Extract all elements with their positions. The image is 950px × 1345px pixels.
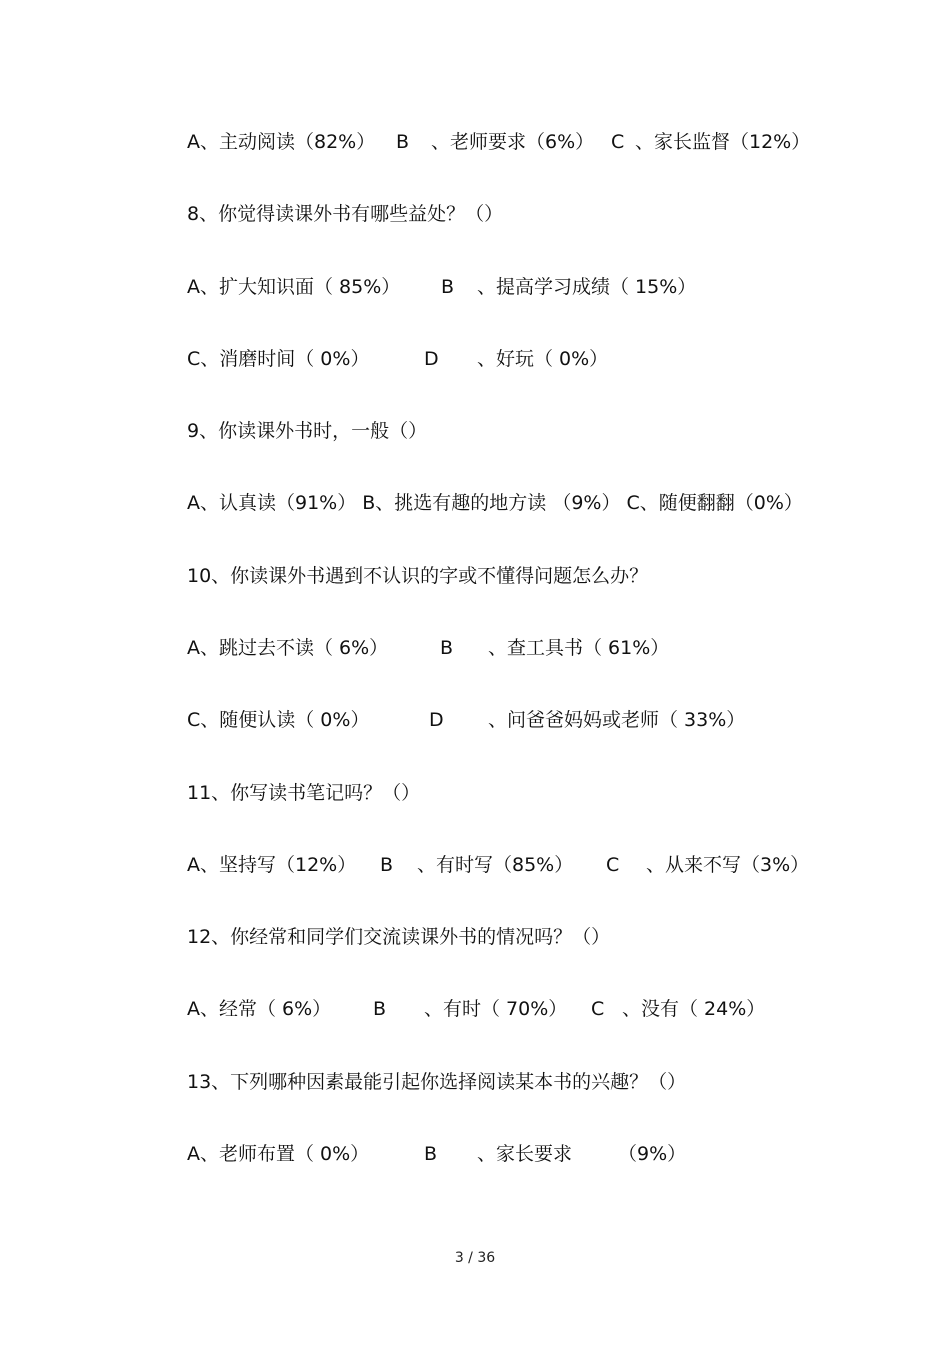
q11-option-a: A、坚持写（12%） — [187, 854, 357, 876]
q8-option-b-letter: B — [441, 276, 455, 298]
q8-option-a: A、扩大知识面（ 85%） — [187, 276, 401, 298]
q13-text: 13、下列哪种因素最能引起你选择阅读某本书的兴趣？（） — [187, 1071, 687, 1093]
q9-text: 9、你读课外书时，一般（） — [187, 420, 428, 442]
q7-option-c-letter: C — [611, 131, 625, 153]
q13-option-a: A、老师布置（ 0%） — [187, 1143, 370, 1165]
q8-option-b: 、提高学习成绩（ 15%） — [477, 276, 697, 298]
q10-option-d-letter: D — [429, 709, 444, 731]
q10-option-d: 、问爸爸妈妈或老师（ 33%） — [488, 709, 746, 731]
q12-option-a: A、经常（ 6%） — [187, 998, 332, 1020]
q7-option-a: A、主动阅读（82%） — [187, 131, 376, 153]
q9-options-text: A、认真读（91%） B、挑选有趣的地方读 （9%） C、随便翻翻（0%） — [187, 492, 803, 514]
q12-option-b: 、有时（ 70%） — [424, 998, 568, 1020]
page-number: 3 / 36 — [454, 1250, 496, 1266]
q13-option-b: 、家长要求 — [477, 1143, 573, 1165]
q8-option-d-letter: D — [424, 348, 439, 370]
q10-option-b-letter: B — [440, 637, 454, 659]
q12-text: 12、你经常和同学们交流读课外书的情况吗？（） — [187, 926, 611, 948]
q12-option-c-letter: C — [591, 998, 605, 1020]
q11-text: 11、你写读书笔记吗？（） — [187, 782, 421, 804]
q10-option-c: C、随便认读（ 0%） — [187, 709, 370, 731]
q12-option-b-letter: B — [373, 998, 387, 1020]
q8-option-c: C、消磨时间（ 0%） — [187, 348, 370, 370]
q13-option-b-letter: B — [424, 1143, 438, 1165]
q10-option-a: A、跳过去不读（ 6%） — [187, 637, 389, 659]
q11-option-b-letter: B — [380, 854, 394, 876]
q11-option-c-letter: C — [606, 854, 620, 876]
q11-option-c: 、从来不写（3%） — [646, 854, 810, 876]
q8-text: 8、你觉得读课外书有哪些益处？（） — [187, 203, 504, 225]
q7-option-b: 、老师要求（6%） — [431, 131, 595, 153]
q13-option-b-percent: （9%） — [618, 1143, 687, 1165]
q11-option-b: 、有时写（85%） — [417, 854, 574, 876]
q8-option-d: 、好玩（ 0%） — [477, 348, 609, 370]
q12-option-c: 、没有（ 24%） — [622, 998, 766, 1020]
q7-option-c: 、家长监督（12%） — [635, 131, 811, 153]
q10-option-b: 、查工具书（ 61%） — [488, 637, 670, 659]
q7-option-b-letter: B — [396, 131, 410, 153]
q10-text: 10、你读课外书遇到不认识的字或不懂得问题怎么办？ — [187, 565, 649, 587]
